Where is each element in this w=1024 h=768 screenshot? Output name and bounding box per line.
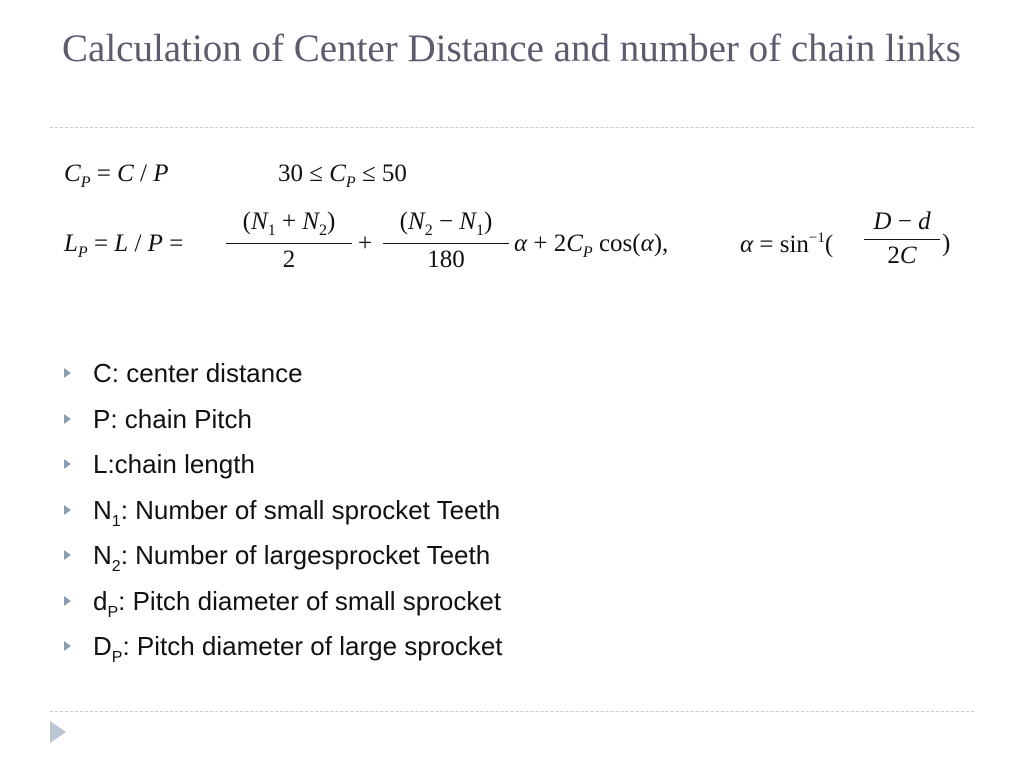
fraction-diff-teeth: [383, 208, 509, 274]
definition-list: [62, 355, 503, 674]
lp-lhs: L: [64, 230, 78, 257]
fraction-sum-teeth: [226, 208, 352, 274]
lp-lhs-sub: P: [77, 244, 88, 261]
range-var-sub: P: [345, 174, 356, 191]
cp-term-sub: P: [582, 244, 593, 261]
list-item: P: chain Pitch: [62, 401, 503, 447]
range-low: 30 ≤: [278, 160, 330, 187]
paren-close: ): [942, 230, 951, 257]
fraction-diameter-diff: [864, 208, 940, 270]
cp-lhs-sub: P: [80, 174, 91, 191]
inverse-exponent: −1: [808, 230, 825, 246]
title-divider: [50, 127, 974, 128]
triangle-bullet-icon: [64, 368, 71, 378]
cp-eq: =: [96, 160, 118, 187]
cos-function: cos(: [592, 230, 641, 257]
range-var: C: [329, 160, 346, 187]
range-high: ≤ 50: [355, 160, 407, 187]
footer-divider: [50, 711, 974, 712]
list-item: $N_2$: Number of largesprocket Teeth: [62, 537, 503, 583]
plus-two: + 2: [527, 230, 567, 257]
list-item: C: center distance: [62, 355, 503, 401]
lp-eq2: =: [162, 230, 184, 257]
triangle-bullet-icon: [64, 596, 71, 606]
cp-rhs-p: P: [153, 160, 169, 187]
lp-l: L: [114, 230, 129, 257]
lp-eq1: =: [87, 230, 115, 257]
triangle-bullet-icon: [64, 414, 71, 424]
slide-title: Calculation of Center Distance and number of chain links: [62, 27, 961, 70]
formula-alpha-def: [740, 230, 833, 259]
fraction-sum-teeth-denominator: 2: [282, 246, 296, 273]
formula-lp-tail: [514, 230, 668, 262]
sin-function: = sin: [753, 231, 809, 258]
play-icon[interactable]: [50, 721, 66, 743]
formula-lp-lhs: [64, 230, 183, 262]
list-item: $d_P$: Pitch diameter of small sprocket: [62, 583, 503, 629]
triangle-bullet-icon: [64, 459, 71, 469]
cp-slash: /: [133, 160, 154, 187]
alpha-symbol: α: [740, 231, 754, 258]
formula-center-distance-ratio: [64, 160, 169, 192]
cp-term: C: [566, 230, 583, 257]
paren-open: (: [824, 231, 834, 258]
alpha-symbol: α: [514, 230, 528, 257]
fraction-sum-teeth-numerator: $(N_1 + N_2)$: [226, 208, 352, 244]
cp-rhs-c: C: [117, 160, 134, 187]
cos-close: ),: [653, 230, 669, 257]
alpha-symbol: α: [640, 230, 654, 257]
triangle-bullet-icon: [64, 550, 71, 560]
formula-cp-range: [278, 160, 407, 192]
lp-slash: /: [128, 230, 148, 257]
fraction-diameter-denominator: 2C: [887, 242, 917, 269]
list-item: L:chain length: [62, 446, 503, 492]
triangle-bullet-icon: [64, 641, 71, 651]
cp-lhs: C: [64, 160, 81, 187]
triangle-bullet-icon: [64, 505, 71, 515]
list-item: $D_P$: Pitch diameter of large sprocket: [62, 628, 503, 674]
lp-p: P: [147, 230, 163, 257]
fraction-diameter-numerator: D − d: [864, 208, 940, 240]
list-item: $N_1$: Number of small sprocket Teeth: [62, 492, 503, 538]
fraction-diff-teeth-denominator: 180: [427, 246, 465, 273]
fraction-diff-teeth-numerator: $(N_2 - N_1)$: [383, 208, 509, 244]
plus-sign-1: +: [358, 230, 373, 257]
